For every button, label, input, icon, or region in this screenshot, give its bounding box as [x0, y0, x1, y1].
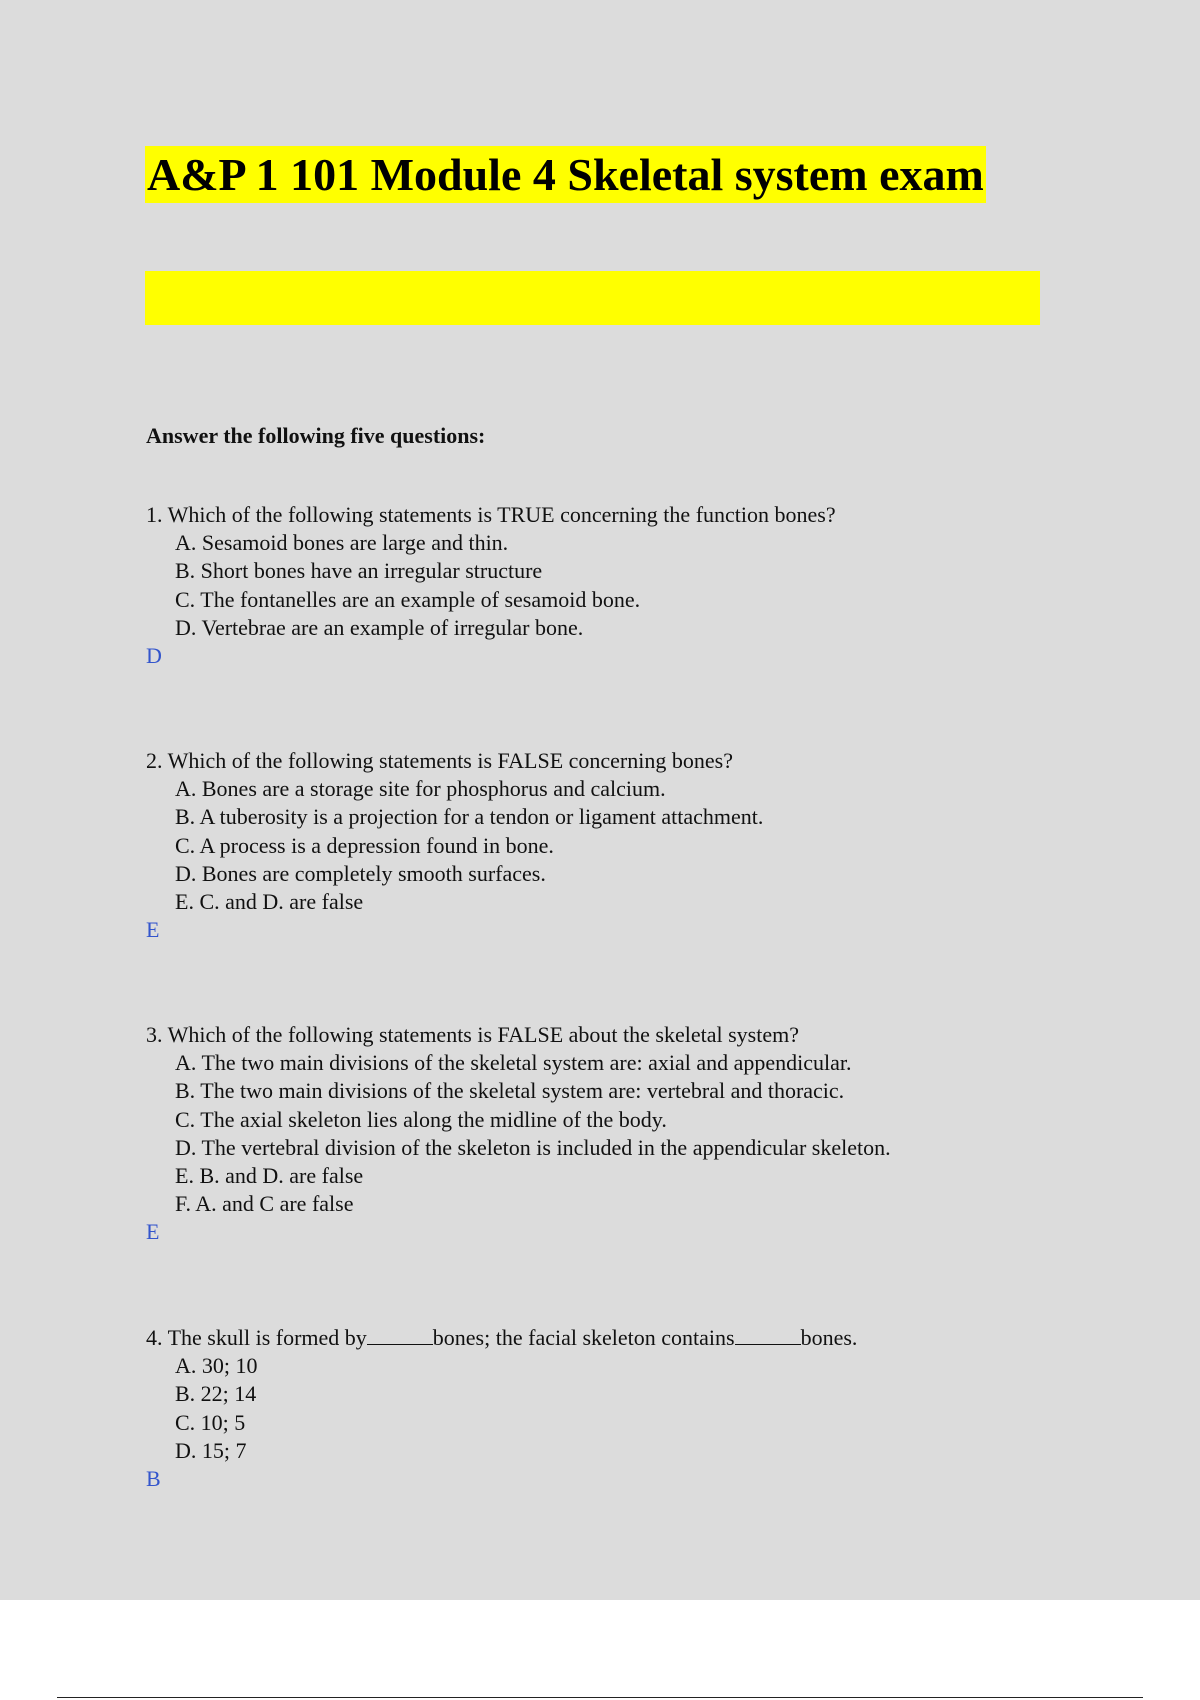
answer: B	[146, 1466, 161, 1492]
fill-blank	[367, 1326, 433, 1345]
option-c: C. A process is a depression found in bone.	[175, 832, 554, 858]
option-a: A. Sesamoid bones are large and thin.	[175, 530, 509, 556]
page-divider	[57, 1697, 1143, 1698]
question-stem: 2. Which of the following statements is FALSE concerning bones?	[146, 748, 733, 773]
option-d: D. Bones are completely smooth surfaces.	[175, 860, 546, 886]
option-c: C. 10; 5	[175, 1409, 246, 1435]
option-d: D. Vertebrae are an example of irregular bone.	[175, 614, 584, 640]
option-c: C. The fontanelles are an example of sesamoid bone.	[175, 586, 641, 612]
option-f: F. A. and C are false	[175, 1191, 354, 1217]
stem-part-3: bones.	[800, 1325, 858, 1350]
option-d: D. 15; 7	[175, 1437, 247, 1463]
answer: E	[146, 1219, 160, 1245]
option-b: B. A tuberosity is a projection for a tendon or ligament attachment.	[175, 804, 764, 830]
question-stem: 1. Which of the following statements is TRUE concerning the function bones?	[146, 502, 836, 527]
answer: D	[146, 643, 162, 669]
question-4	[146, 1324, 857, 1493]
question-stem: 3. Which of the following statements is FALSE about the skeletal system?	[146, 1022, 799, 1047]
question-2	[146, 747, 763, 944]
option-b: B. The two main divisions of the skeletal system are: vertebral and thoracic.	[175, 1078, 845, 1104]
option-e: E. B. and D. are false	[175, 1163, 364, 1189]
question-1	[146, 501, 836, 670]
option-b: B. 22; 14	[175, 1381, 257, 1407]
option-a: A. The two main divisions of the skeletal system are: axial and appendicular.	[175, 1050, 852, 1076]
option-a: A. 30; 10	[175, 1353, 258, 1379]
fill-blank	[735, 1326, 801, 1345]
stem-part-2: bones; the facial skeleton contains	[432, 1325, 735, 1350]
highlight-bar	[145, 271, 1040, 325]
option-a: A. Bones are a storage site for phosphorus and calcium.	[175, 776, 666, 802]
option-d: D. The vertebral division of the skeleton is included in the appendicular skeleton.	[175, 1134, 891, 1160]
question-3	[146, 1021, 891, 1247]
instructions: Answer the following five questions:	[146, 423, 486, 448]
option-b: B. Short bones have an irregular structure	[175, 558, 543, 584]
option-c: C. The axial skeleton lies along the midline of the body.	[175, 1106, 667, 1132]
exam-title: A&P 1 101 Module 4 Skeletal system exam	[145, 146, 986, 203]
stem-part-1: 4. The skull is formed by	[146, 1325, 367, 1350]
answer: E	[146, 917, 160, 943]
option-e: E. C. and D. are false	[175, 889, 364, 915]
question-stem	[146, 1324, 857, 1352]
